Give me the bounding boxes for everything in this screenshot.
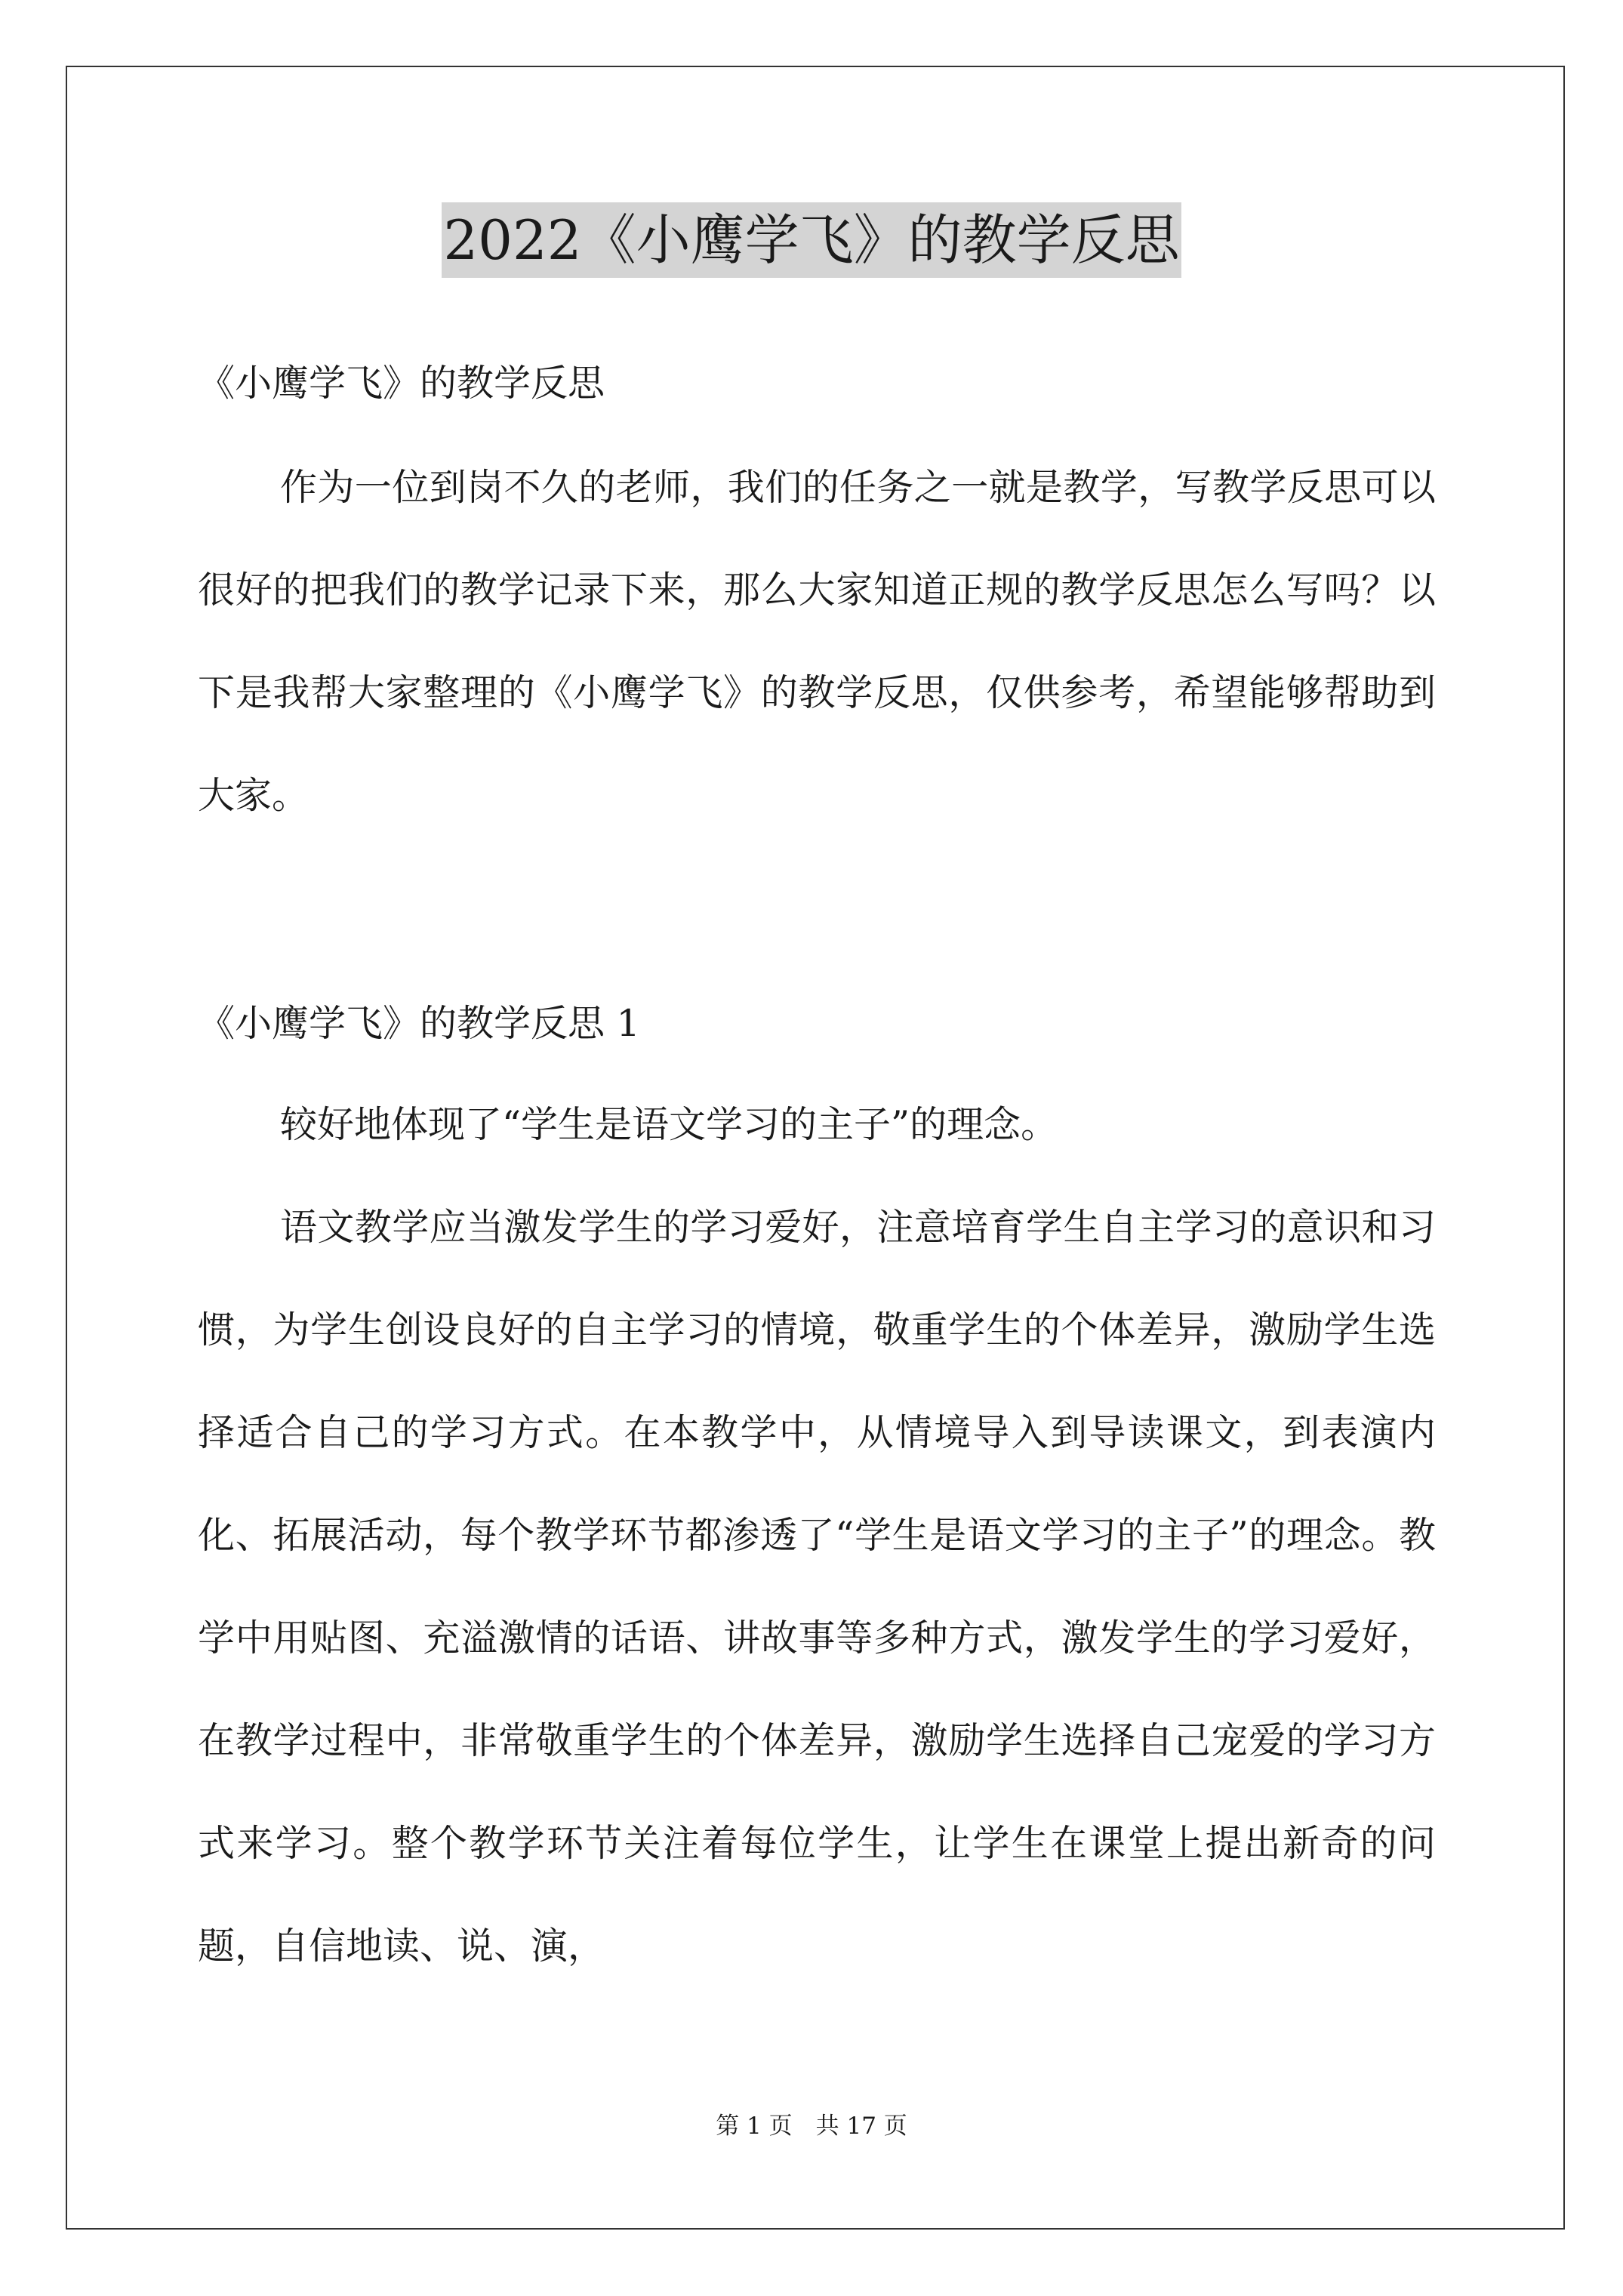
title-container xyxy=(0,202,1623,278)
section-1-heading: 《小鹰学飞》的教学反思 1 xyxy=(198,1002,640,1045)
intro-paragraph: 作为一位到岗不久的老师，我们的任务之一就是教学，写教学反思可以很好的把我们的教学记录下来，那么大家知道正规的教学反思怎么写吗？以下是我帮大家整理的《小鹰学飞》的教学反思，仅供参考，希望能够帮助到大家。 xyxy=(198,466,1436,817)
section-1-paragraph-1: 较好地体现了“学生是语文学习的主子”的理念。 xyxy=(280,1103,1058,1146)
section-1-paragraph-2: 语文教学应当激发学生的学习爱好，注意培育学生自主学习的意识和习惯，为学生创设良好的自主学习的情境，敬重学生的个体差异，激励学生选择适合自己的学习方式。在本教学中，从情境导入到导读课文，到表演内化、拓展活动，每个教学环节都渗透了“学生是语文学习的主子”的理念。教学中用贴图、充溢激情的话语、讲故事等多种方式，激发学生的学习爱好，在教学过程中，非常敬重学生的个体差异，激励学生选择自己宠爱的学习方式来学习。整个教学环节关注着每位学生，让学生在课堂上提出新奇的问题，自信地读、说、演， xyxy=(198,1206,1436,1968)
document-title: 2022《小鹰学飞》的教学反思 xyxy=(442,202,1181,278)
main-heading: 《小鹰学飞》的教学反思 xyxy=(198,362,605,405)
page-footer: 第 1 页 共 17 页 xyxy=(716,2113,907,2140)
